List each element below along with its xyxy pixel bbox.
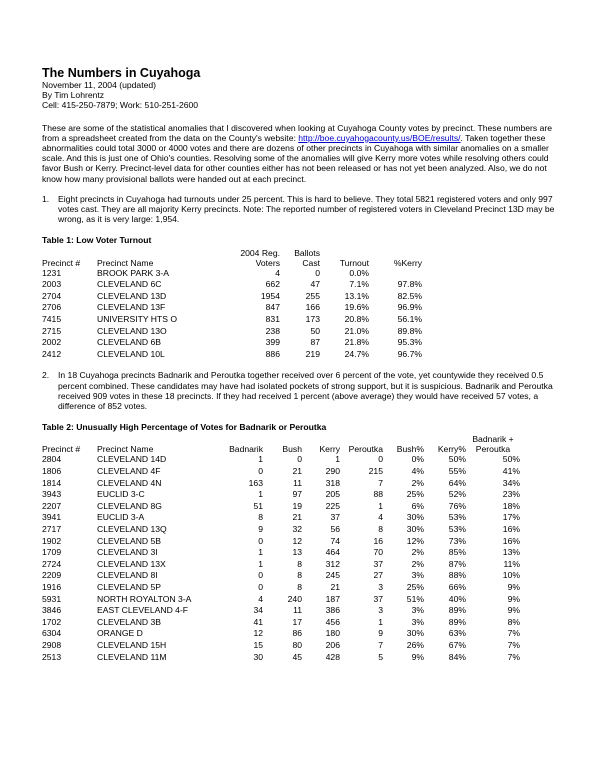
badnarik-votes-cell: 1 — [258, 558, 263, 569]
kerry-percent-cell: 50% — [448, 454, 466, 465]
combined-percent-cell: 7% — [507, 639, 520, 650]
author-line: By Tim Lohrentz — [42, 90, 105, 101]
table-row — [42, 582, 520, 594]
peroutka-votes-cell: 70 — [373, 547, 383, 558]
kerry-votes-cell: 312 — [325, 558, 340, 569]
badnarik-votes-cell: 1 — [258, 547, 263, 558]
precinct-name-cell: CLEVELAND 8I — [97, 570, 158, 581]
table-row — [42, 489, 520, 501]
registered-voters-cell: 399 — [265, 337, 280, 348]
peroutka-votes-cell: 1 — [378, 616, 383, 627]
table-row — [42, 314, 422, 326]
badnarik-votes-cell: 34 — [253, 605, 263, 616]
reg-header-line2: Voters — [255, 257, 280, 268]
peroutka-votes-cell: 5 — [378, 651, 383, 662]
badnarik-votes-cell: 163 — [248, 477, 263, 488]
precinct-name-cell: EUCLID 3-A — [97, 512, 145, 523]
table-row — [42, 302, 422, 314]
bush-percent-cell: 30% — [406, 512, 424, 523]
kerry-votes-cell: 225 — [325, 500, 340, 511]
kerry-percent-cell: 64% — [448, 477, 466, 488]
precinct-number-cell: 1814 — [42, 477, 62, 488]
col-kerry-header: %Kerry — [393, 257, 422, 268]
peroutka-votes-cell: 1 — [378, 500, 383, 511]
kerry-percent-cell — [369, 268, 422, 280]
precinct-number-cell: 2003 — [42, 279, 62, 290]
bush-percent-cell: 30% — [406, 523, 424, 534]
peroutka-votes-cell: 37 — [373, 593, 383, 604]
date-line: November 11, 2004 (updated) — [42, 80, 157, 90]
precinct-number-cell: 1916 — [42, 581, 62, 592]
bush-percent-cell: 25% — [406, 489, 424, 500]
col-kerry-pct-header: Kerry% — [437, 444, 466, 455]
kerry-percent-cell: 85% — [448, 547, 466, 558]
table-row — [42, 326, 422, 338]
kerry-percent-cell: 88% — [448, 570, 466, 581]
finding-2-text: In 18 Cuyahoga precincts Badnarik and Peroutka together received over 6 percent of the vote, yet countywide they received 0.5 percent combined. These candidates may have had isolated pockets of strong support, but it is suspicious. Badnarik and Peroutka received 909 votes in these 18 precincts. If they had received 1 percent (above average) they would have received 57 votes, a difference of 852 votes. — [58, 370, 553, 411]
kerry-votes-cell: 386 — [325, 605, 340, 616]
badnarik-votes-cell: 41 — [253, 616, 263, 627]
badnarik-votes-cell: 0 — [258, 535, 263, 546]
combined-percent-cell: 17% — [502, 512, 520, 523]
precinct-number-cell: 3941 — [42, 512, 62, 523]
ballots-cast-cell: 0 — [315, 267, 320, 278]
finding-2-number: 2. — [42, 370, 50, 381]
kerry-votes-cell: 180 — [325, 628, 340, 639]
precinct-number-cell: 2704 — [42, 290, 62, 301]
peroutka-votes-cell: 8 — [378, 523, 383, 534]
precinct-name-cell: CLEVELAND 13D — [97, 290, 167, 301]
badnarik-votes-cell: 1 — [258, 489, 263, 500]
table-row — [42, 536, 520, 548]
combined-percent-cell: 23% — [502, 489, 520, 500]
kerry-percent-cell: 84% — [448, 651, 466, 662]
bush-percent-cell: 6% — [411, 500, 424, 511]
table-row — [42, 512, 520, 524]
precinct-name-cell: EAST CLEVELAND 4-F — [97, 605, 189, 616]
precinct-name-cell: CLEVELAND 8G — [97, 500, 162, 511]
table-row — [42, 268, 422, 280]
turnout-cell: 20.8% — [344, 314, 369, 325]
col-precinct-header: Precinct # — [42, 257, 81, 268]
combined-percent-cell: 34% — [502, 477, 520, 488]
reg-header-line1: 2004 Reg. — [240, 247, 280, 258]
table-row — [42, 547, 520, 559]
low-turnout-table-body — [42, 268, 422, 361]
cast-header-line1: Ballots — [294, 247, 320, 258]
kerry-percent-cell: 53% — [448, 512, 466, 523]
kerry-votes-cell: 206 — [325, 639, 340, 650]
kerry-votes-cell: 245 — [325, 570, 340, 581]
precinct-number-cell: 1231 — [42, 267, 62, 278]
precinct-name-cell: CLEVELAND 6B — [97, 337, 162, 348]
precinct-number-cell: 2717 — [42, 523, 62, 534]
table-header-row — [42, 248, 422, 268]
badnarik-votes-cell: 0 — [258, 466, 263, 476]
table-header-row — [42, 434, 520, 454]
col-turnout-header: Turnout — [339, 257, 369, 268]
bush-votes-cell: 11 — [293, 477, 302, 488]
intro-text-end: . Taken together these abnormalities could total 3000 or 4000 votes and there are dozens of other precincts in Cuyahoga with similar anomalies on a smaller scale. And this is just one of Ohio's counties. Resolving some of the anomalies will give Kerry more votes while resolving others could favor Bush or Kerry. Precinct-level data for other counties either has not been released or has not yet been analyzed. Also, we do not know how many provisional ballots were handed out at each precinct. — [42, 132, 549, 184]
ballots-cast-cell: 173 — [305, 314, 320, 325]
precinct-number-cell: 2706 — [42, 302, 62, 313]
bush-votes-cell: 97 — [292, 489, 302, 500]
precinct-number-cell: 1806 — [42, 466, 62, 476]
col-bush-header: Bush — [282, 444, 302, 455]
ballots-cast-cell: 166 — [305, 302, 320, 313]
table-row — [42, 454, 520, 466]
registered-voters-cell: 4 — [275, 267, 280, 278]
table-row — [42, 524, 520, 536]
kerry-percent-cell: 95.3% — [397, 337, 422, 348]
combined-header-line1: Badnarik + — [472, 434, 514, 445]
intro-text-start: These are some of the statistical anomalies that I discovered when looking at Cuyahoga County votes by precinct. These numbers are from a spreadsheet created from the data on the County's website: — [42, 122, 553, 143]
ballots-cast-cell: 219 — [305, 348, 320, 359]
bush-votes-cell: 21 — [292, 466, 302, 476]
combined-percent-cell: 41% — [502, 466, 520, 476]
precinct-name-cell: CLEVELAND 14D — [97, 454, 167, 465]
precinct-number-cell: 2804 — [42, 454, 62, 465]
kerry-votes-cell: 187 — [325, 593, 340, 604]
kerry-percent-cell: 40% — [448, 593, 466, 604]
kerry-votes-cell: 428 — [325, 651, 340, 662]
precinct-number-cell: 3846 — [42, 605, 62, 616]
bush-votes-cell: 86 — [292, 628, 302, 639]
county-results-link[interactable]: http://boe.cuyahogacounty.us/BOE/results/ — [298, 132, 461, 143]
kerry-votes-cell: 205 — [325, 489, 340, 500]
precinct-name-cell: CLEVELAND 5P — [97, 581, 162, 592]
bush-votes-cell: 12 — [292, 535, 302, 546]
registered-voters-cell: 238 — [265, 325, 280, 336]
kerry-percent-cell: 55% — [448, 466, 466, 476]
bush-percent-cell: 30% — [406, 628, 424, 639]
badnarik-votes-cell: 0 — [258, 581, 263, 592]
col-ballots-cast-header — [280, 248, 320, 268]
kerry-votes-cell: 456 — [325, 616, 340, 627]
registered-voters-cell: 886 — [265, 348, 280, 359]
peroutka-votes-cell: 7 — [378, 477, 383, 488]
col-combined-header — [466, 434, 520, 454]
table-row — [42, 349, 422, 361]
kerry-percent-cell: 63% — [448, 628, 466, 639]
intro-paragraph — [42, 123, 560, 184]
kerry-votes-cell: 290 — [325, 466, 340, 476]
badnarik-votes-cell: 9 — [258, 523, 263, 534]
kerry-percent-cell: 52% — [448, 489, 466, 500]
contact-line: Cell: 415-250-7879; Work: 510-251-2600 — [42, 100, 199, 111]
kerry-percent-cell: 56.1% — [397, 314, 422, 325]
kerry-votes-cell: 318 — [325, 477, 340, 488]
bush-percent-cell: 25% — [406, 581, 424, 592]
badnarik-votes-cell: 30 — [253, 651, 263, 662]
bush-votes-cell: 0 — [297, 454, 302, 465]
turnout-cell: 13.1% — [344, 290, 369, 301]
registered-voters-cell: 847 — [265, 302, 280, 313]
bush-percent-cell: 3% — [411, 616, 424, 627]
registered-voters-cell: 662 — [265, 279, 280, 290]
col-name-header: Precinct Name — [97, 257, 154, 268]
finding-1-number: 1. — [42, 193, 50, 204]
badnarik-votes-cell: 1 — [258, 454, 263, 465]
badnarik-votes-cell: 4 — [258, 593, 263, 604]
turnout-cell: 24.7% — [344, 348, 369, 359]
kerry-percent-cell: 89% — [448, 605, 466, 616]
combined-percent-cell: 9% — [507, 605, 520, 616]
kerry-percent-cell: 89.8% — [397, 325, 422, 336]
bush-votes-cell: 8 — [297, 570, 302, 581]
bush-percent-cell: 9% — [411, 651, 424, 662]
combined-percent-cell: 7% — [507, 628, 520, 639]
badnarik-votes-cell: 8 — [258, 512, 263, 523]
precinct-name-cell: EUCLID 3-C — [97, 489, 145, 500]
bush-percent-cell: 12% — [406, 535, 424, 546]
precinct-name-cell: CLEVELAND 13F — [97, 302, 166, 313]
kerry-percent-cell: 67% — [448, 639, 466, 650]
bush-percent-cell: 4% — [411, 466, 424, 476]
peroutka-votes-cell: 27 — [373, 570, 383, 581]
precinct-number-cell: 2513 — [42, 651, 62, 662]
table-row — [42, 466, 520, 478]
table-row — [42, 337, 422, 349]
precinct-number-cell: 7415 — [42, 314, 62, 325]
kerry-percent-cell: 96.9% — [397, 302, 422, 313]
precinct-number-cell: 3943 — [42, 489, 62, 500]
col-reg-voters-header — [227, 248, 280, 268]
kerry-votes-cell: 56 — [330, 523, 340, 534]
col-kerry-header: Kerry — [319, 444, 340, 455]
badnarik-votes-cell: 12 — [253, 628, 263, 639]
bush-votes-cell: 13 — [292, 547, 302, 558]
precinct-name-cell: CLEVELAND 11M — [97, 651, 167, 662]
precinct-number-cell: 2002 — [42, 337, 62, 348]
combined-percent-cell: 16% — [502, 523, 520, 534]
precinct-name-cell: CLEVELAND 13Q — [97, 523, 167, 534]
kerry-percent-cell: 76% — [448, 500, 466, 511]
precinct-name-cell: CLEVELAND 6C — [97, 279, 162, 290]
turnout-cell: 21.8% — [344, 337, 369, 348]
precinct-number-cell: 2908 — [42, 639, 62, 650]
kerry-percent-cell: 66% — [448, 581, 466, 592]
table-row — [42, 652, 520, 664]
precinct-name-cell: CLEVELAND 10L — [97, 348, 165, 359]
ballots-cast-cell: 87 — [310, 337, 320, 348]
precinct-name-cell: CLEVELAND 13O — [97, 325, 167, 336]
precinct-number-cell: 2207 — [42, 500, 62, 511]
turnout-cell: 19.6% — [344, 302, 369, 313]
peroutka-votes-cell: 4 — [378, 512, 383, 523]
turnout-cell: 0.0% — [349, 267, 369, 278]
precinct-number-cell: 2724 — [42, 558, 62, 569]
bush-votes-cell: 80 — [292, 639, 302, 650]
col-precinct-header: Precinct # — [42, 444, 81, 455]
finding-2 — [42, 370, 560, 411]
finding-1-text: Eight precincts in Cuyahoga had turnouts under 25 percent. This is hard to believe. They total 5821 registered voters and only 997 votes cast. They are all majority Kerry precincts. Note: The reported number of registered voters in Cleveland Precinct 13D may be wrong, as it is very large: 1,954. — [58, 193, 555, 225]
table-2-caption: Table 2: Unusually High Percentage of Votes for Badnarik or Peroutka — [42, 422, 327, 433]
table-row — [42, 628, 520, 640]
bush-votes-cell: 19 — [292, 500, 302, 511]
bush-votes-cell: 17 — [292, 616, 302, 627]
kerry-percent-cell: 73% — [448, 535, 466, 546]
combined-percent-cell: 18% — [502, 500, 520, 511]
page-title: The Numbers in Cuyahoga — [42, 66, 201, 80]
third-party-votes-table — [42, 434, 520, 663]
badnarik-votes-cell: 15 — [253, 639, 263, 650]
precinct-number-cell: 1902 — [42, 535, 62, 546]
col-peroutka-header: Peroutka — [348, 444, 383, 455]
turnout-cell: 7.1% — [349, 279, 369, 290]
table-row — [42, 279, 422, 291]
combined-percent-cell: 9% — [507, 593, 520, 604]
ballots-cast-cell: 47 — [310, 279, 320, 290]
kerry-votes-cell: 74 — [330, 535, 340, 546]
precinct-name-cell: CLEVELAND 5B — [97, 535, 162, 546]
kerry-percent-cell: 87% — [448, 558, 466, 569]
registered-voters-cell: 1954 — [260, 290, 280, 301]
low-turnout-table — [42, 248, 422, 361]
precinct-name-cell: CLEVELAND 13X — [97, 558, 166, 569]
kerry-votes-cell: 37 — [330, 512, 340, 523]
bush-votes-cell: 45 — [292, 651, 302, 662]
table-row — [42, 291, 422, 303]
badnarik-votes-cell: 51 — [253, 500, 263, 511]
peroutka-votes-cell: 215 — [368, 466, 383, 476]
ballots-cast-cell: 50 — [310, 325, 320, 336]
bush-percent-cell: 3% — [411, 570, 424, 581]
peroutka-votes-cell: 16 — [373, 535, 383, 546]
bush-percent-cell: 2% — [411, 558, 424, 569]
precinct-name-cell: CLEVELAND 4N — [97, 477, 162, 488]
combined-percent-cell: 10% — [502, 570, 520, 581]
combined-percent-cell: 13% — [502, 547, 520, 558]
precinct-name-cell: CLEVELAND 15H — [97, 639, 167, 650]
precinct-name-cell: ORANGE D — [97, 628, 143, 639]
table-row — [42, 605, 520, 617]
table-row — [42, 617, 520, 629]
registered-voters-cell: 831 — [265, 314, 280, 325]
precinct-name-cell: CLEVELAND 3I — [97, 547, 158, 558]
bush-votes-cell: 32 — [292, 523, 302, 534]
bush-percent-cell: 2% — [411, 477, 424, 488]
bush-votes-cell: 11 — [293, 605, 302, 616]
third-party-votes-table-body — [42, 454, 520, 663]
ballots-cast-cell: 255 — [305, 290, 320, 301]
kerry-votes-cell: 464 — [325, 547, 340, 558]
table-row — [42, 559, 520, 571]
finding-1 — [42, 194, 560, 225]
table-row — [42, 570, 520, 582]
table-row — [42, 501, 520, 513]
combined-percent-cell: 8% — [507, 616, 520, 627]
precinct-name-cell: BROOK PARK 3-A — [97, 267, 169, 278]
peroutka-votes-cell: 0 — [378, 454, 383, 465]
precinct-number-cell: 1709 — [42, 547, 62, 558]
col-badnarik-header: Badnarik — [229, 444, 263, 455]
precinct-name-cell: UNIVERSITY HTS O — [97, 314, 178, 325]
table-row — [42, 594, 520, 606]
bush-votes-cell: 21 — [292, 512, 302, 523]
bush-votes-cell: 240 — [287, 593, 302, 604]
cast-header-line2: Cast — [302, 257, 320, 268]
bush-votes-cell: 8 — [297, 558, 302, 569]
precinct-number-cell: 2715 — [42, 325, 62, 336]
kerry-percent-cell: 82.5% — [397, 290, 422, 301]
bush-percent-cell: 26% — [406, 639, 424, 650]
kerry-votes-cell: 1 — [335, 454, 340, 465]
kerry-percent-cell: 53% — [448, 523, 466, 534]
bush-percent-cell: 0% — [411, 454, 424, 465]
precinct-number-cell: 1702 — [42, 616, 62, 627]
combined-percent-cell: 16% — [502, 535, 520, 546]
peroutka-votes-cell: 3 — [378, 581, 383, 592]
peroutka-votes-cell: 7 — [378, 639, 383, 650]
table-row — [42, 640, 520, 652]
col-name-header: Precinct Name — [97, 444, 154, 455]
table-row — [42, 478, 520, 490]
precinct-number-cell: 2209 — [42, 570, 62, 581]
precinct-number-cell: 6304 — [42, 628, 62, 639]
precinct-number-cell: 5931 — [42, 593, 62, 604]
badnarik-votes-cell: 0 — [258, 570, 263, 581]
kerry-percent-cell: 96.7% — [397, 348, 422, 359]
kerry-percent-cell: 97.8% — [397, 279, 422, 290]
col-bush-pct-header: Bush% — [396, 444, 424, 455]
combined-percent-cell: 50% — [502, 454, 520, 465]
peroutka-votes-cell: 88 — [373, 489, 383, 500]
turnout-cell: 21.0% — [344, 325, 369, 336]
bush-percent-cell: 2% — [411, 547, 424, 558]
combined-percent-cell: 7% — [507, 651, 520, 662]
precinct-name-cell: NORTH ROYALTON 3-A — [97, 593, 192, 604]
combined-header-line2: Peroutka — [475, 444, 511, 455]
bush-percent-cell: 3% — [411, 605, 424, 616]
kerry-percent-cell: 89% — [448, 616, 466, 627]
kerry-votes-cell: 21 — [330, 581, 340, 592]
combined-percent-cell: 11% — [503, 558, 520, 569]
precinct-name-cell: CLEVELAND 3B — [97, 616, 162, 627]
bush-percent-cell: 51% — [406, 593, 424, 604]
precinct-number-cell: 2412 — [42, 348, 62, 359]
precinct-name-cell: CLEVELAND 4F — [97, 466, 161, 476]
peroutka-votes-cell: 37 — [373, 558, 383, 569]
peroutka-votes-cell: 3 — [378, 605, 383, 616]
bush-votes-cell: 8 — [297, 581, 302, 592]
peroutka-votes-cell: 9 — [378, 628, 383, 639]
combined-percent-cell: 9% — [507, 581, 520, 592]
table-1-caption: Table 1: Low Voter Turnout — [42, 235, 152, 246]
